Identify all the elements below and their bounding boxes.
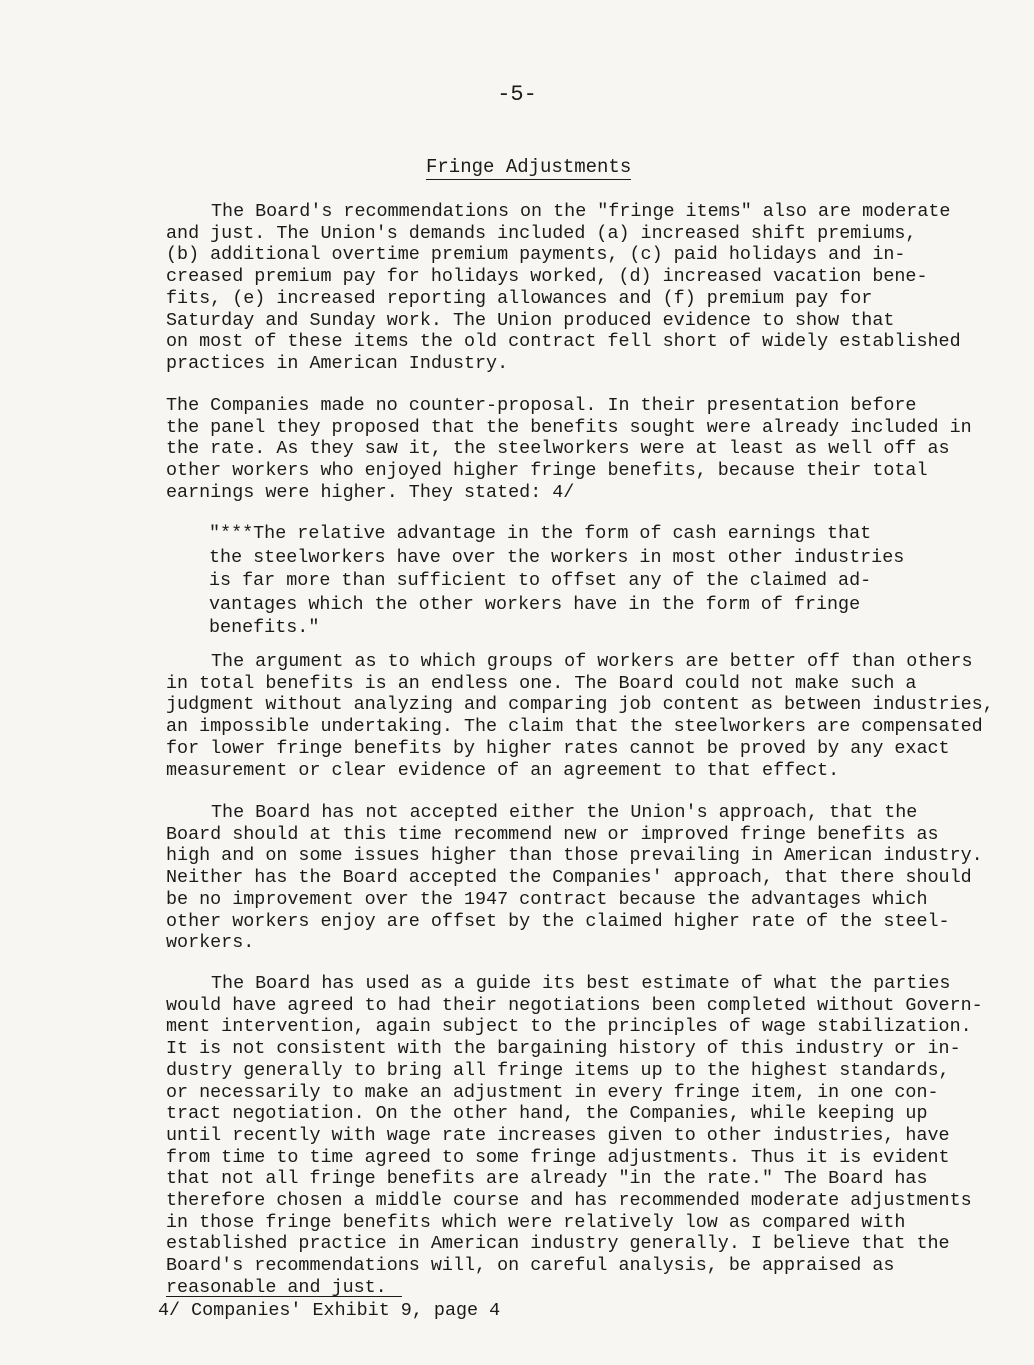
- text-line: workers.: [166, 932, 255, 954]
- text-line: ment intervention, again subject to the principles of wage stabilization.: [166, 1016, 972, 1038]
- text-line: that not all fringe benefits are already "in the rate." The Board has: [166, 1168, 928, 1190]
- text-line: other workers enjoy are offset by the claimed higher rate of the steel-: [166, 910, 950, 932]
- text-line: Board's recommendations will, on careful analysis, be appraised as: [166, 1255, 895, 1277]
- text-line: from time to time agreed to some fringe adjustments. Thus it is evident: [166, 1146, 950, 1168]
- text-line: and just. The Union's demands included (a) increased shift premiums,: [166, 222, 917, 244]
- text-line: until recently with wage rate increases given to other industries, have: [166, 1124, 950, 1146]
- text-line: fits, (e) increased reporting allowances and (f) premium pay for: [166, 287, 873, 309]
- paragraph-1: [166, 201, 966, 375]
- text-line: Saturday and Sunday work. The Union produced evidence to show that: [166, 309, 895, 331]
- text-line: Board should at this time recommend new or improved fringe benefits as: [166, 823, 939, 845]
- text-line: the panel they proposed that the benefits sought were already included in: [166, 416, 972, 438]
- section-heading: Fringe Adjustments: [426, 156, 632, 178]
- text-line: The Board has used as a guide its best estimate of what the parties: [211, 973, 951, 994]
- text-line: for lower fringe benefits by higher rates cannot be proved by any exact: [166, 737, 950, 759]
- text-line: in those fringe benefits which were relatively low as compared with: [166, 1211, 906, 1233]
- text-line: the rate. As they saw it, the steelworkers were at least as well off as: [166, 438, 950, 460]
- text-line: would have agreed to had their negotiations been completed without Govern-: [166, 994, 983, 1016]
- text-line: Neither has the Board accepted the Companies' approach, that there should: [166, 867, 972, 889]
- text-line: or necessarily to make an adjustment in every fringe item, in one con-: [166, 1081, 939, 1103]
- text-line: The Board's recommendations on the "fringe items" also are moderate: [211, 201, 951, 222]
- text-line: in total benefits is an endless one. The Board could not make such a: [166, 672, 917, 694]
- text-line: high and on some issues higher than those prevailing in American industry.: [166, 845, 983, 867]
- text-line: reasonable and just.: [166, 1276, 387, 1298]
- text-line: The Companies made no counter-proposal. In their presentation before: [166, 395, 917, 416]
- text-line: (b) additional overtime premium payments, (c) paid holidays and in-: [166, 244, 906, 266]
- quote-line: benefits.": [209, 617, 320, 639]
- paragraph-5: [166, 973, 983, 1299]
- paragraph-3: [166, 651, 994, 781]
- text-line: It is not consistent with the bargaining history of this industry or in-: [166, 1038, 961, 1060]
- text-line: therefore chosen a middle course and has recommended moderate adjustments: [166, 1190, 972, 1212]
- quote-line: is far more than sufficient to offset any of the claimed ad-: [209, 570, 872, 592]
- paragraph-2: [166, 395, 972, 504]
- text-line: measurement or clear evidence of an agreement to that effect.: [166, 759, 840, 781]
- block-quote: [209, 522, 969, 640]
- footnote-divider: [166, 1296, 402, 1297]
- text-line: tract negotiation. On the other hand, the Companies, while keeping up: [166, 1103, 928, 1125]
- text-line: other workers who enjoyed higher fringe benefits, because their total: [166, 460, 928, 482]
- text-line: earnings were higher. They stated: 4/: [166, 481, 575, 503]
- text-line: practices in American Industry.: [166, 352, 509, 374]
- text-line: dustry generally to bring all fringe items up to the highest standards,: [166, 1059, 950, 1081]
- quote-line: the steelworkers have over the workers in most other industries: [209, 546, 905, 568]
- text-line: The Board has not accepted either the Union's approach, that the: [211, 802, 918, 823]
- quote-line: vantages which the other workers have in the form of fringe: [209, 593, 861, 615]
- text-line: judgment without analyzing and comparing job content as between industries,: [166, 694, 994, 716]
- paragraph-4: [166, 802, 983, 954]
- text-line: The argument as to which groups of workers are better off than others: [211, 651, 973, 672]
- text-line: creased premium pay for holidays worked, (d) increased vacation bene-: [166, 266, 928, 288]
- text-line: established practice in American industry generally. I believe that the: [166, 1233, 950, 1255]
- footnote: 4/ Companies' Exhibit 9, page 4: [158, 1300, 501, 1321]
- page-number: -5-: [497, 82, 537, 107]
- quote-line: "***The relative advantage in the form of cash earnings that: [209, 523, 872, 544]
- text-line: be no improvement over the 1947 contract because the advantages which: [166, 888, 928, 910]
- text-line: an impossible undertaking. The claim that the steelworkers are compensated: [166, 716, 983, 738]
- text-line: on most of these items the old contract fell short of widely established: [166, 331, 961, 353]
